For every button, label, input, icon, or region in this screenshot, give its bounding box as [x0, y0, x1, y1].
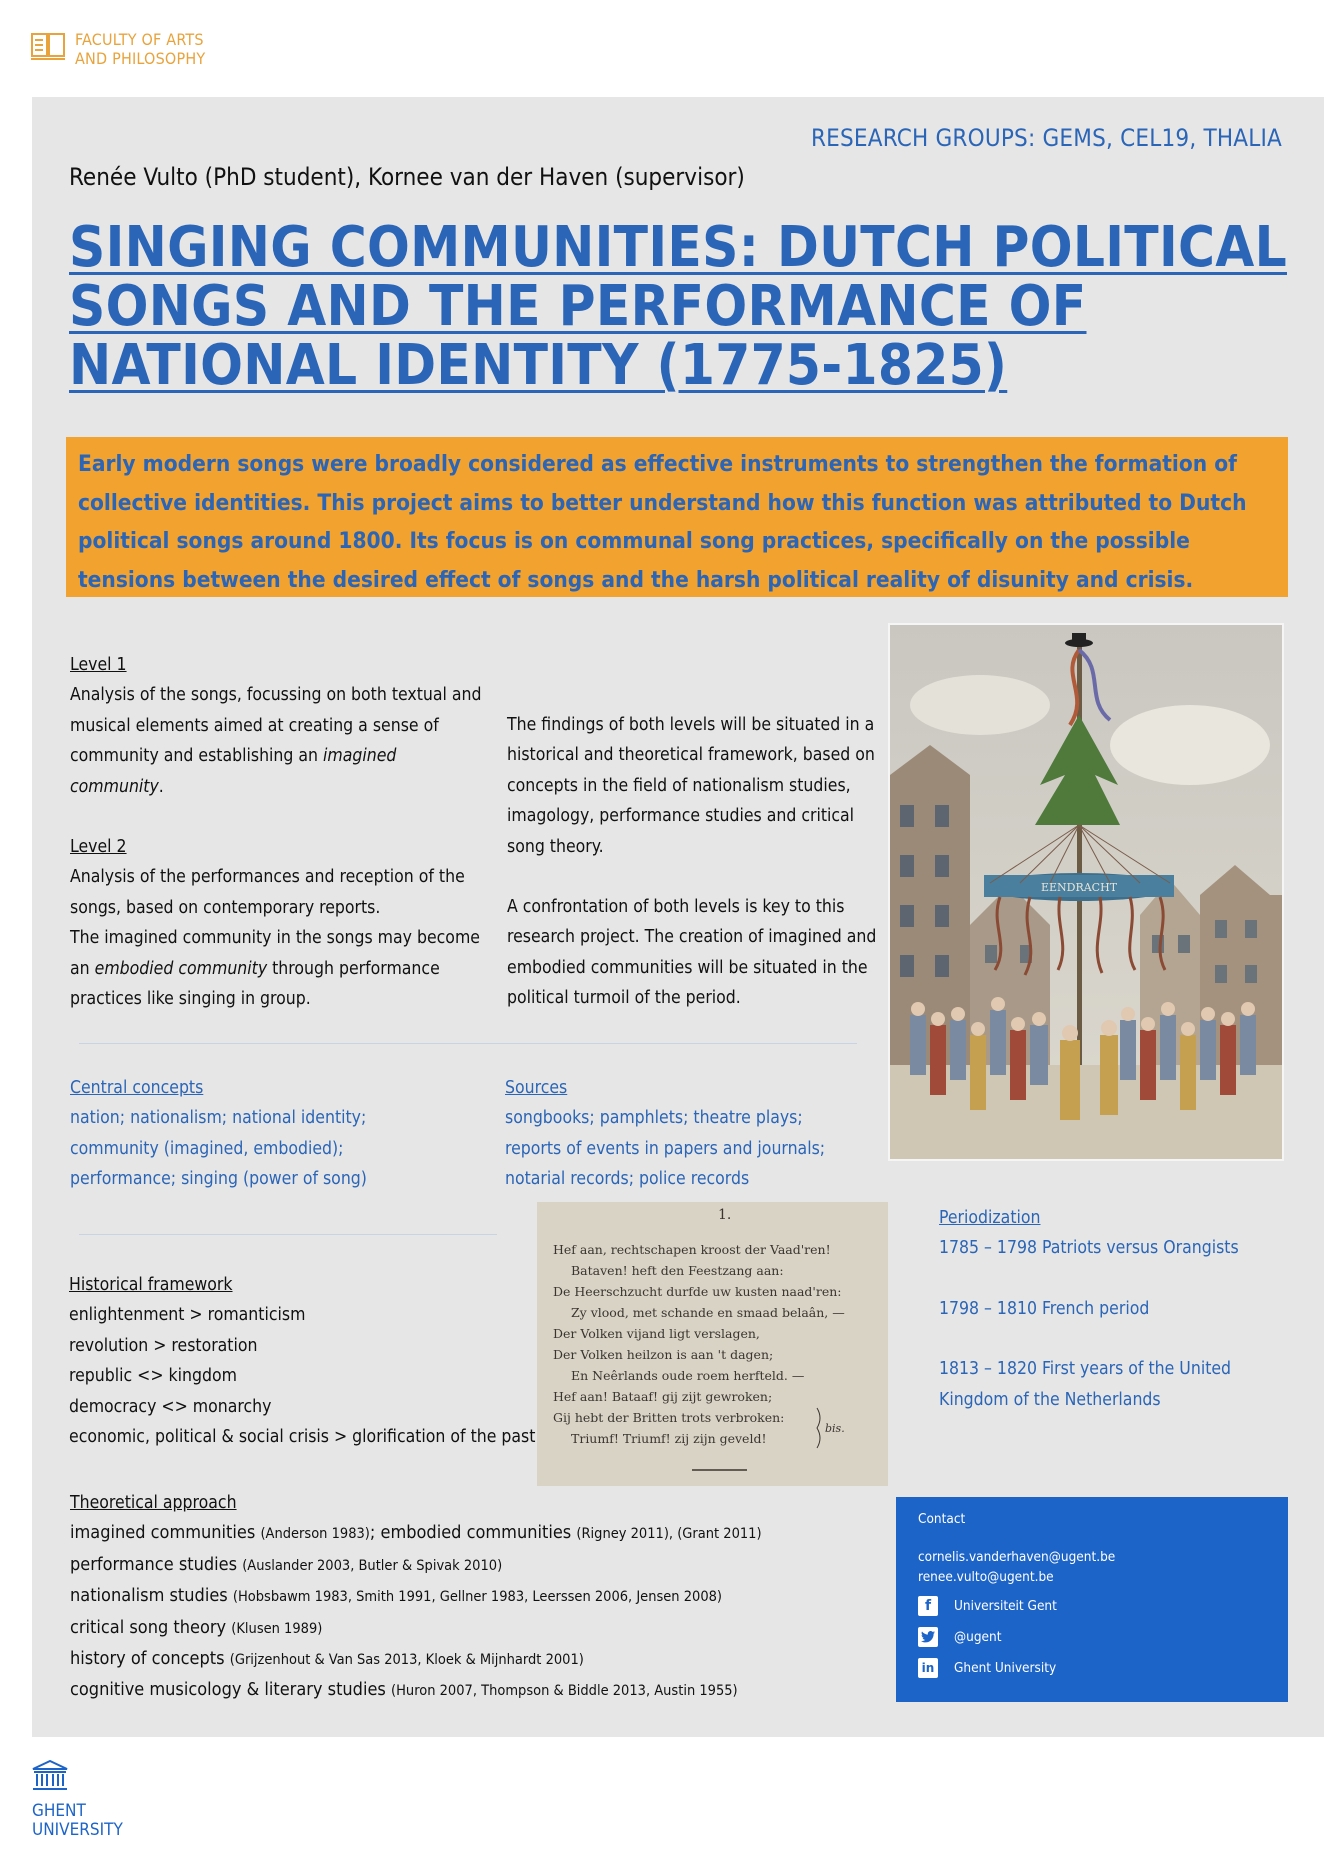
faculty-line1: FACULTY OF ARTS	[75, 30, 204, 49]
level2-text-b: The imagined community in the songs may become an embodied community through performance practices like singing in group.	[70, 928, 480, 1010]
contact-email[interactable]: cornelis.vanderhaven@ugent.be	[918, 1549, 1116, 1565]
song-line: En Neêrlands oude roem herfteld. —	[571, 1368, 805, 1383]
song-line: Der Volken heilzon is aan 't dagen;	[553, 1347, 774, 1362]
ghent-line2: UNIVERSITY	[32, 1820, 123, 1840]
sources-heading: Sources	[505, 1078, 568, 1098]
faculty-line2: AND PHILOSOPHY	[75, 49, 206, 68]
song-line: Hef aan, rechtschapen kroost der Vaad'ren!	[553, 1242, 831, 1257]
sources-item: notarial records; police records	[505, 1169, 750, 1190]
periodization-item: 1813 – 1820 First years of the United Kingdom of the Netherlands	[939, 1359, 1232, 1410]
level1-heading: Level 1	[70, 655, 127, 675]
ghent-line1: GHENT	[32, 1801, 86, 1821]
periodization-heading: Periodization	[939, 1208, 1041, 1228]
central-concepts	[70, 1073, 470, 1195]
levels-column	[70, 650, 490, 1014]
facebook-link[interactable]: f Universiteit Gent	[918, 1596, 1266, 1616]
research-groups: RESEARCH GROUPS: GEMS, CEL19, THALIA	[810, 124, 1282, 152]
sources	[505, 1073, 905, 1195]
sources-item: reports of events in papers and journals;	[505, 1138, 826, 1159]
central-concepts-item: nation; nationalism; national identity;	[70, 1108, 367, 1129]
maypole-banner-text: EENDRACHT	[1040, 881, 1118, 894]
historical-framework	[69, 1270, 589, 1452]
theoretical-item: cognitive musicology & literary studies (Huron 2007, Thompson & Biddle 2013, Austin 1955)	[70, 1679, 738, 1701]
historical-item: revolution > restoration	[69, 1335, 258, 1356]
contact-email[interactable]: renee.vulto@ugent.be	[918, 1569, 1054, 1585]
divider	[79, 1234, 497, 1235]
facebook-icon: f	[918, 1596, 938, 1616]
level1-text: Analysis of the songs, focussing on both textual and musical elements aimed at creating a sense of community and establishing an imagined community.	[70, 685, 482, 797]
summary-text: Early modern songs were broadly considered as effective instruments to strengthen the formation of collective identities. This project aims to better understand how this function was attributed to Dutch political songs around 1800. Its focus is on communal song practices, specifically on the possible tensions between the desired effect of songs and the harsh political reality of disunity and crisis.	[78, 451, 1247, 593]
historical-item: enlightenment > romanticism	[69, 1305, 306, 1326]
periodization	[939, 1203, 1279, 1415]
findings-column	[507, 710, 877, 1014]
theoretical-item: imagined communities (Anderson 1983); embodied communities (Rigney 2011), (Grant 2011)	[70, 1522, 762, 1544]
theoretical-item: history of concepts (Grijzenhout & Van Sas 2013, Kloek & Mijnhardt 2001)	[70, 1648, 584, 1670]
level2-heading: Level 2	[70, 837, 127, 858]
ghent-university-logo	[32, 1760, 123, 1840]
song-line: Der Volken vijand ligt verslagen,	[553, 1326, 760, 1341]
historical-framework-heading: Historical framework	[69, 1275, 233, 1295]
song-page-illustration	[537, 1202, 888, 1486]
theoretical-item: performance studies (Auslander 2003, Butler & Spivak 2010)	[70, 1553, 503, 1575]
historical-item: democracy <> monarchy	[69, 1396, 272, 1417]
linkedin-icon: in	[918, 1658, 938, 1678]
song-line: Gij hebt der Britten trots verbroken:	[553, 1410, 785, 1425]
song-page-number: 1.	[718, 1207, 732, 1223]
periodization-item: 1798 – 1810 French period	[939, 1298, 1150, 1319]
twitter-link[interactable]: @ugent	[918, 1627, 1266, 1647]
faculty-logo	[31, 30, 205, 68]
authors: Renée Vulto (PhD student), Kornee van der Haven (supervisor)	[69, 163, 745, 191]
song-line: De Heerschzucht durfde uw kusten naad'ren:	[553, 1284, 842, 1299]
book-icon	[31, 32, 65, 62]
theoretical-item: critical song theory (Klusen 1989)	[70, 1616, 323, 1638]
song-line: Hef aan! Bataaf! gij zijt gewroken;	[553, 1389, 773, 1404]
historical-item: republic <> kingdom	[69, 1366, 237, 1387]
findings-para2: A confrontation of both levels is key to this research project. The creation of imagined and embodied communities will be situated in the political turmoil of the period.	[507, 897, 877, 1009]
central-concepts-item: performance; singing (power of song)	[70, 1169, 367, 1190]
historical-item: economic, political & social crisis > glorification of the past	[69, 1427, 536, 1448]
divider	[79, 1043, 857, 1044]
summary-box	[66, 437, 1288, 597]
sources-item: songbooks; pamphlets; theatre plays;	[505, 1108, 803, 1129]
periodization-item: 1785 – 1798 Patriots versus Orangists	[939, 1238, 1239, 1259]
song-line: Triumf! Triumf! zij zijn geveld!	[571, 1431, 767, 1446]
song-line: Zy vlood, met schande en smaad belaân, —	[571, 1305, 845, 1320]
maypole-illustration	[888, 623, 1284, 1161]
theoretical-approach	[70, 1488, 870, 1707]
contact-box	[896, 1497, 1288, 1702]
poster-title: SINGING COMMUNITIES: DUTCH POLITICAL SONGS AND THE PERFORMANCE OF NATIONAL IDENTITY (1775-1825)	[69, 215, 1287, 398]
findings-para1: The findings of both levels will be situated in a historical and theoretical framework, based on concepts in the field of nationalism studies, imagology, performance studies and critical song theory.	[507, 715, 875, 857]
level2-text-a: Analysis of the performances and reception of the songs, based on contemporary reports.	[70, 867, 465, 918]
contact-heading: Contact	[918, 1511, 966, 1527]
theoretical-item: nationalism studies (Hobsbawm 1983, Smith 1991, Gellner 1983, Leerssen 2006, Jensen 2008)	[70, 1585, 723, 1607]
song-line: Bataven! heft den Feestzang aan:	[571, 1263, 784, 1278]
linkedin-link[interactable]: in Ghent University	[918, 1658, 1266, 1678]
song-bis: bis.	[825, 1422, 845, 1435]
central-concepts-heading: Central concepts	[70, 1078, 204, 1098]
central-concepts-item: community (imagined, embodied);	[70, 1138, 344, 1159]
university-building-icon	[32, 1760, 68, 1792]
theoretical-heading: Theoretical approach	[70, 1493, 237, 1513]
twitter-icon	[918, 1627, 938, 1647]
